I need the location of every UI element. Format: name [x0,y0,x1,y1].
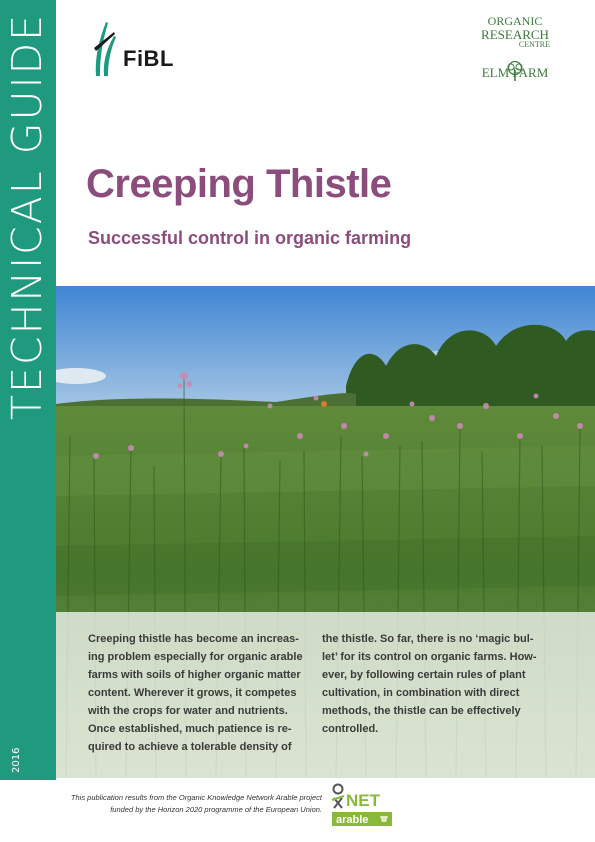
oknet-text-top: NET [346,791,380,810]
orc-logo [470,15,560,90]
orc-logo-line4: ELM FARM [481,64,549,80]
intro-text-right: the thistle. So far, there is no ‘magic bul-let’ for its control on organic farms. How-ever, by following certain rules of plant cultivation, in combination with direct methods, the thistle can be effectively controlled. [322,633,537,735]
document-type-label: TECHNICAL GUIDE [3,12,51,420]
side-band [0,0,56,780]
oknet-text-bottom: arable [336,814,369,826]
orc-logo-line3: CENTRE [518,40,550,50]
tree-icon [504,61,526,81]
intro-text-left: Creeping thistle has become an increas-ing problem especially for organic arable farms with soils of higher organic matter content. Wherever it grows, it competes with the crops for water and nutrients. Once established, much patience is re-quired to achieve a tolerable density of [88,633,303,753]
oknet-arable-logo [330,782,394,828]
publication-year: 2016 [11,747,22,773]
orc-logo-line2: RESEARCH [481,26,549,42]
ok-figure-icon [332,785,344,809]
funding-note: This publication results from the Organic Knowledge Network Arable project funded by the Horizon 2020 programme of the European Union. [70,793,322,814]
orc-logo-line1: ORGANIC [487,14,543,28]
page-subtitle: Successful control in organic farming [88,228,412,248]
fibl-logo [90,18,190,78]
fibl-leaf-icon [90,18,122,78]
fibl-wordmark: FiBL [123,46,174,71]
page-title: Creeping Thistle [86,162,392,206]
